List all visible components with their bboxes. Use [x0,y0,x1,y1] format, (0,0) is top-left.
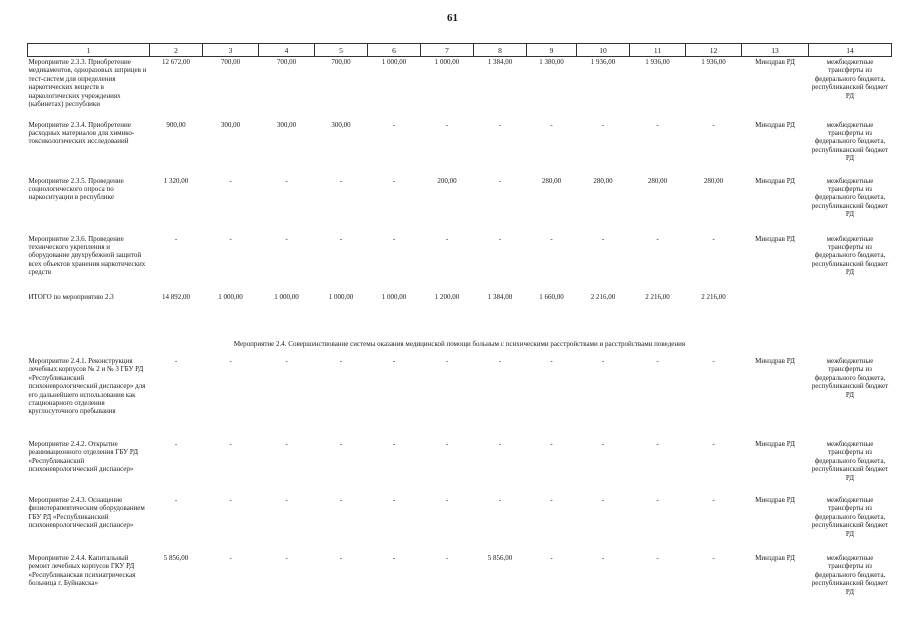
amount-cell: - [174,356,178,365]
funding-source-cell: межбюджетные трансферты из федерального бюджета, республиканский бюджет РД [811,234,889,277]
amount-cell: - [285,356,288,365]
amount-cell: 2 216,00 [590,292,616,301]
amount-cell: 2 216,00 [645,292,670,301]
amount-cell: - [601,120,605,129]
amount-cell: - [229,495,232,504]
amount-cell: - [229,553,232,562]
amount-cell: 1 384,00 [487,292,513,301]
column-header: 12 [686,44,742,57]
table-row [28,292,892,334]
amount-cell: - [656,120,659,129]
amount-cell: - [445,120,449,129]
amount-cell: 280,00 [647,176,668,185]
amount-cell: - [550,234,553,243]
amount-cell: - [229,234,232,243]
executor-cell: Минздрав РД [755,234,795,243]
amount-cell: 1 000,00 [328,292,354,301]
amount-cell: - [601,439,605,448]
amount-cell: - [339,439,343,448]
amount-cell: - [392,120,396,129]
executor-cell: Минздрав РД [755,356,795,365]
amount-cell: - [285,553,288,562]
table-row [28,439,892,495]
table-header-row [28,44,892,57]
column-header: 13 [742,44,809,57]
amount-cell: 900,00 [166,120,186,129]
amount-cell: 5 856,00 [487,553,513,562]
amount-cell: 280,00 [703,176,724,185]
amount-cell: 2 216,00 [701,292,726,301]
amount-cell: - [601,553,605,562]
amount-cell: - [174,495,178,504]
table-row [28,495,892,553]
amount-cell: - [601,495,605,504]
column-header: 10 [577,44,630,57]
activity-name: ИТОГО по мероприятию 2.3 [28,292,114,301]
amount-cell: 300,00 [331,120,351,129]
amount-cell: - [498,495,502,504]
executor-cell: Минздрав РД [755,495,795,504]
amount-cell: - [229,356,232,365]
column-header: 2 [150,44,203,57]
funding-source-cell: межбюджетные трансферты из федерального бюджета, республиканский бюджет РД [811,58,889,100]
section-row [28,334,892,356]
page-number: 61 [447,12,458,24]
column-header: 4 [259,44,315,57]
amount-cell: - [285,495,288,504]
amount-cell: - [550,439,553,448]
amount-cell: 1 384,00 [487,58,513,66]
activity-name: Мероприятие 2.3.5. Проведение социологического опроса по наркоситуации в республике [28,176,124,202]
amount-cell: 1 000,00 [381,58,407,66]
column-header: 9 [527,44,577,57]
funding-source-cell: межбюджетные трансферты из федерального бюджета, республиканский бюджет РД [811,120,889,163]
amount-cell: - [601,356,605,365]
amount-cell: - [712,234,715,243]
amount-cell: - [285,439,288,448]
amount-cell: - [550,120,553,129]
executor-cell: Минздрав РД [755,553,795,562]
amount-cell: 1 936,00 [590,58,616,66]
executor-cell: Минздрав РД [755,176,795,185]
amount-cell: - [712,439,715,448]
table-row [28,120,892,176]
column-header: 3 [203,44,259,57]
amount-cell: 700,00 [276,58,297,66]
amount-cell: 1 200,00 [434,292,460,301]
amount-cell: - [174,234,178,243]
amount-cell: 14 892,00 [162,292,190,301]
amount-cell: - [712,356,715,365]
column-header: 14 [809,44,892,57]
amount-cell: - [392,234,396,243]
amount-cell: - [339,234,343,243]
amount-cell: 1 936,00 [645,58,670,66]
amount-cell: - [498,356,502,365]
amount-cell: 1 936,00 [701,58,726,66]
amount-cell: - [656,356,659,365]
amount-cell: - [550,356,553,365]
table-row [28,57,892,120]
amount-cell: - [174,439,178,448]
amount-cell: - [601,234,605,243]
amount-cell: - [445,234,449,243]
amount-cell: - [550,553,553,562]
funding-source-cell: межбюджетные трансферты из федерального бюджета, республиканский бюджет РД [811,495,889,538]
table-row [28,176,892,234]
amount-cell: 5 856,00 [163,553,189,562]
amount-cell: - [656,495,659,504]
column-header: 7 [421,44,474,57]
funding-source-cell: межбюджетные трансферты из федерального бюджета, республиканский бюджет РД [811,439,889,482]
column-header: 8 [474,44,527,57]
amount-cell: 300,00 [276,120,297,129]
amount-cell: - [498,176,502,185]
amount-cell: - [229,439,232,448]
amount-cell: - [445,495,449,504]
amount-cell: - [656,553,659,562]
amount-cell: - [498,120,502,129]
section-title: Мероприятие 2.4. Совершенствование системы оказания медицинской помощи больным с психическими расстройствами и расстройствами поведения [233,339,686,348]
table-row [28,356,892,439]
activity-name: Мероприятие 2.3.4. Приобретение расходных материалов для химико-токсикологических исследований [28,120,135,146]
amount-cell: - [498,234,502,243]
executor-cell: Минздрав РД [755,439,795,448]
executor-cell: Минздрав РД [755,120,795,129]
activity-name: Мероприятие 2.3.3. Приобретение медикаментов, одноразовых шприцев и тест-систем для определения наркотических веществ в наркологических учреждениях (кабинетах) республики [28,58,147,109]
amount-cell: 1 000,00 [274,292,299,301]
amount-cell: - [712,495,715,504]
amount-cell: 1 660,00 [539,292,564,301]
amount-cell: - [392,176,396,185]
table-row [28,553,892,613]
amount-cell: - [339,356,343,365]
amount-cell: - [339,553,343,562]
amount-cell: 1 380,00 [539,58,564,66]
amount-cell: - [712,120,715,129]
amount-cell: - [392,439,396,448]
funding-source-cell: межбюджетные трансферты из федерального бюджета, республиканский бюджет РД [811,176,889,219]
amount-cell: 1 000,00 [218,292,243,301]
amount-cell: - [445,439,449,448]
amount-cell: - [339,176,343,185]
amount-cell: - [712,553,715,562]
amount-cell: - [392,495,396,504]
amount-cell: 1 000,00 [381,292,407,301]
amount-cell: - [550,495,553,504]
column-header: 11 [630,44,686,57]
activity-name: Мероприятие 2.4.1. Реконструкция лечебных корпусов № 2 и № 3 ГБУ РД «Республиканский психоневрологический диспансер» для его дальнейшего использования как стационарного отделения круглосуточного пребывания [28,356,146,416]
column-header: 6 [368,44,421,57]
amount-cell: 1 000,00 [434,58,460,66]
amount-cell: 700,00 [331,58,351,66]
amount-cell: - [445,553,449,562]
amount-cell: 12 672,00 [162,58,190,66]
amount-cell: - [392,553,396,562]
amount-cell: 300,00 [220,120,241,129]
amount-cell: - [656,234,659,243]
budget-table [27,43,892,613]
executor-cell [742,292,809,334]
amount-cell: 200,00 [437,176,457,185]
budget-table-container [27,43,891,613]
funding-source-cell: межбюджетные трансферты из федерального бюджета, республиканский бюджет РД [811,553,889,596]
amount-cell: 1 320,00 [163,176,189,185]
column-header: 5 [315,44,368,57]
amount-cell: - [339,495,343,504]
amount-cell: - [229,176,232,185]
table-body [28,57,892,613]
amount-cell: 280,00 [593,176,613,185]
activity-name: Мероприятие 2.4.4. Капитальный ремонт лечебных корпусов ГКУ РД «Республиканская психиатрическая больница г. Буйнакска» [28,553,136,588]
funding-source-cell: межбюджетные трансферты из федерального бюджета, республиканский бюджет РД [811,356,889,399]
amount-cell: - [285,176,288,185]
amount-cell: - [656,439,659,448]
amount-cell: - [285,234,288,243]
activity-name: Мероприятие 2.4.3. Оснащение физиотерапевтическим оборудованием ГБУ РД «Республиканский психоневрологический диспансер» [28,495,145,530]
amount-cell: - [498,439,502,448]
amount-cell: - [392,356,396,365]
executor-cell: Минздрав РД [755,58,795,66]
amount-cell: 280,00 [541,176,562,185]
amount-cell: 700,00 [220,58,241,66]
activity-name: Мероприятие 2.4.2. Открытие реанимационного отделения ГБУ РД «Республиканский психоневрологический диспансер» [28,439,138,474]
amount-cell: - [445,356,449,365]
column-header: 1 [28,44,150,57]
table-row [28,234,892,292]
activity-name: Мероприятие 2.3.6. Проведение технического укрепления и оборудование двухрубежной защитой всех объектов хранения наркотических средств [28,234,146,277]
funding-source-cell [809,292,892,334]
